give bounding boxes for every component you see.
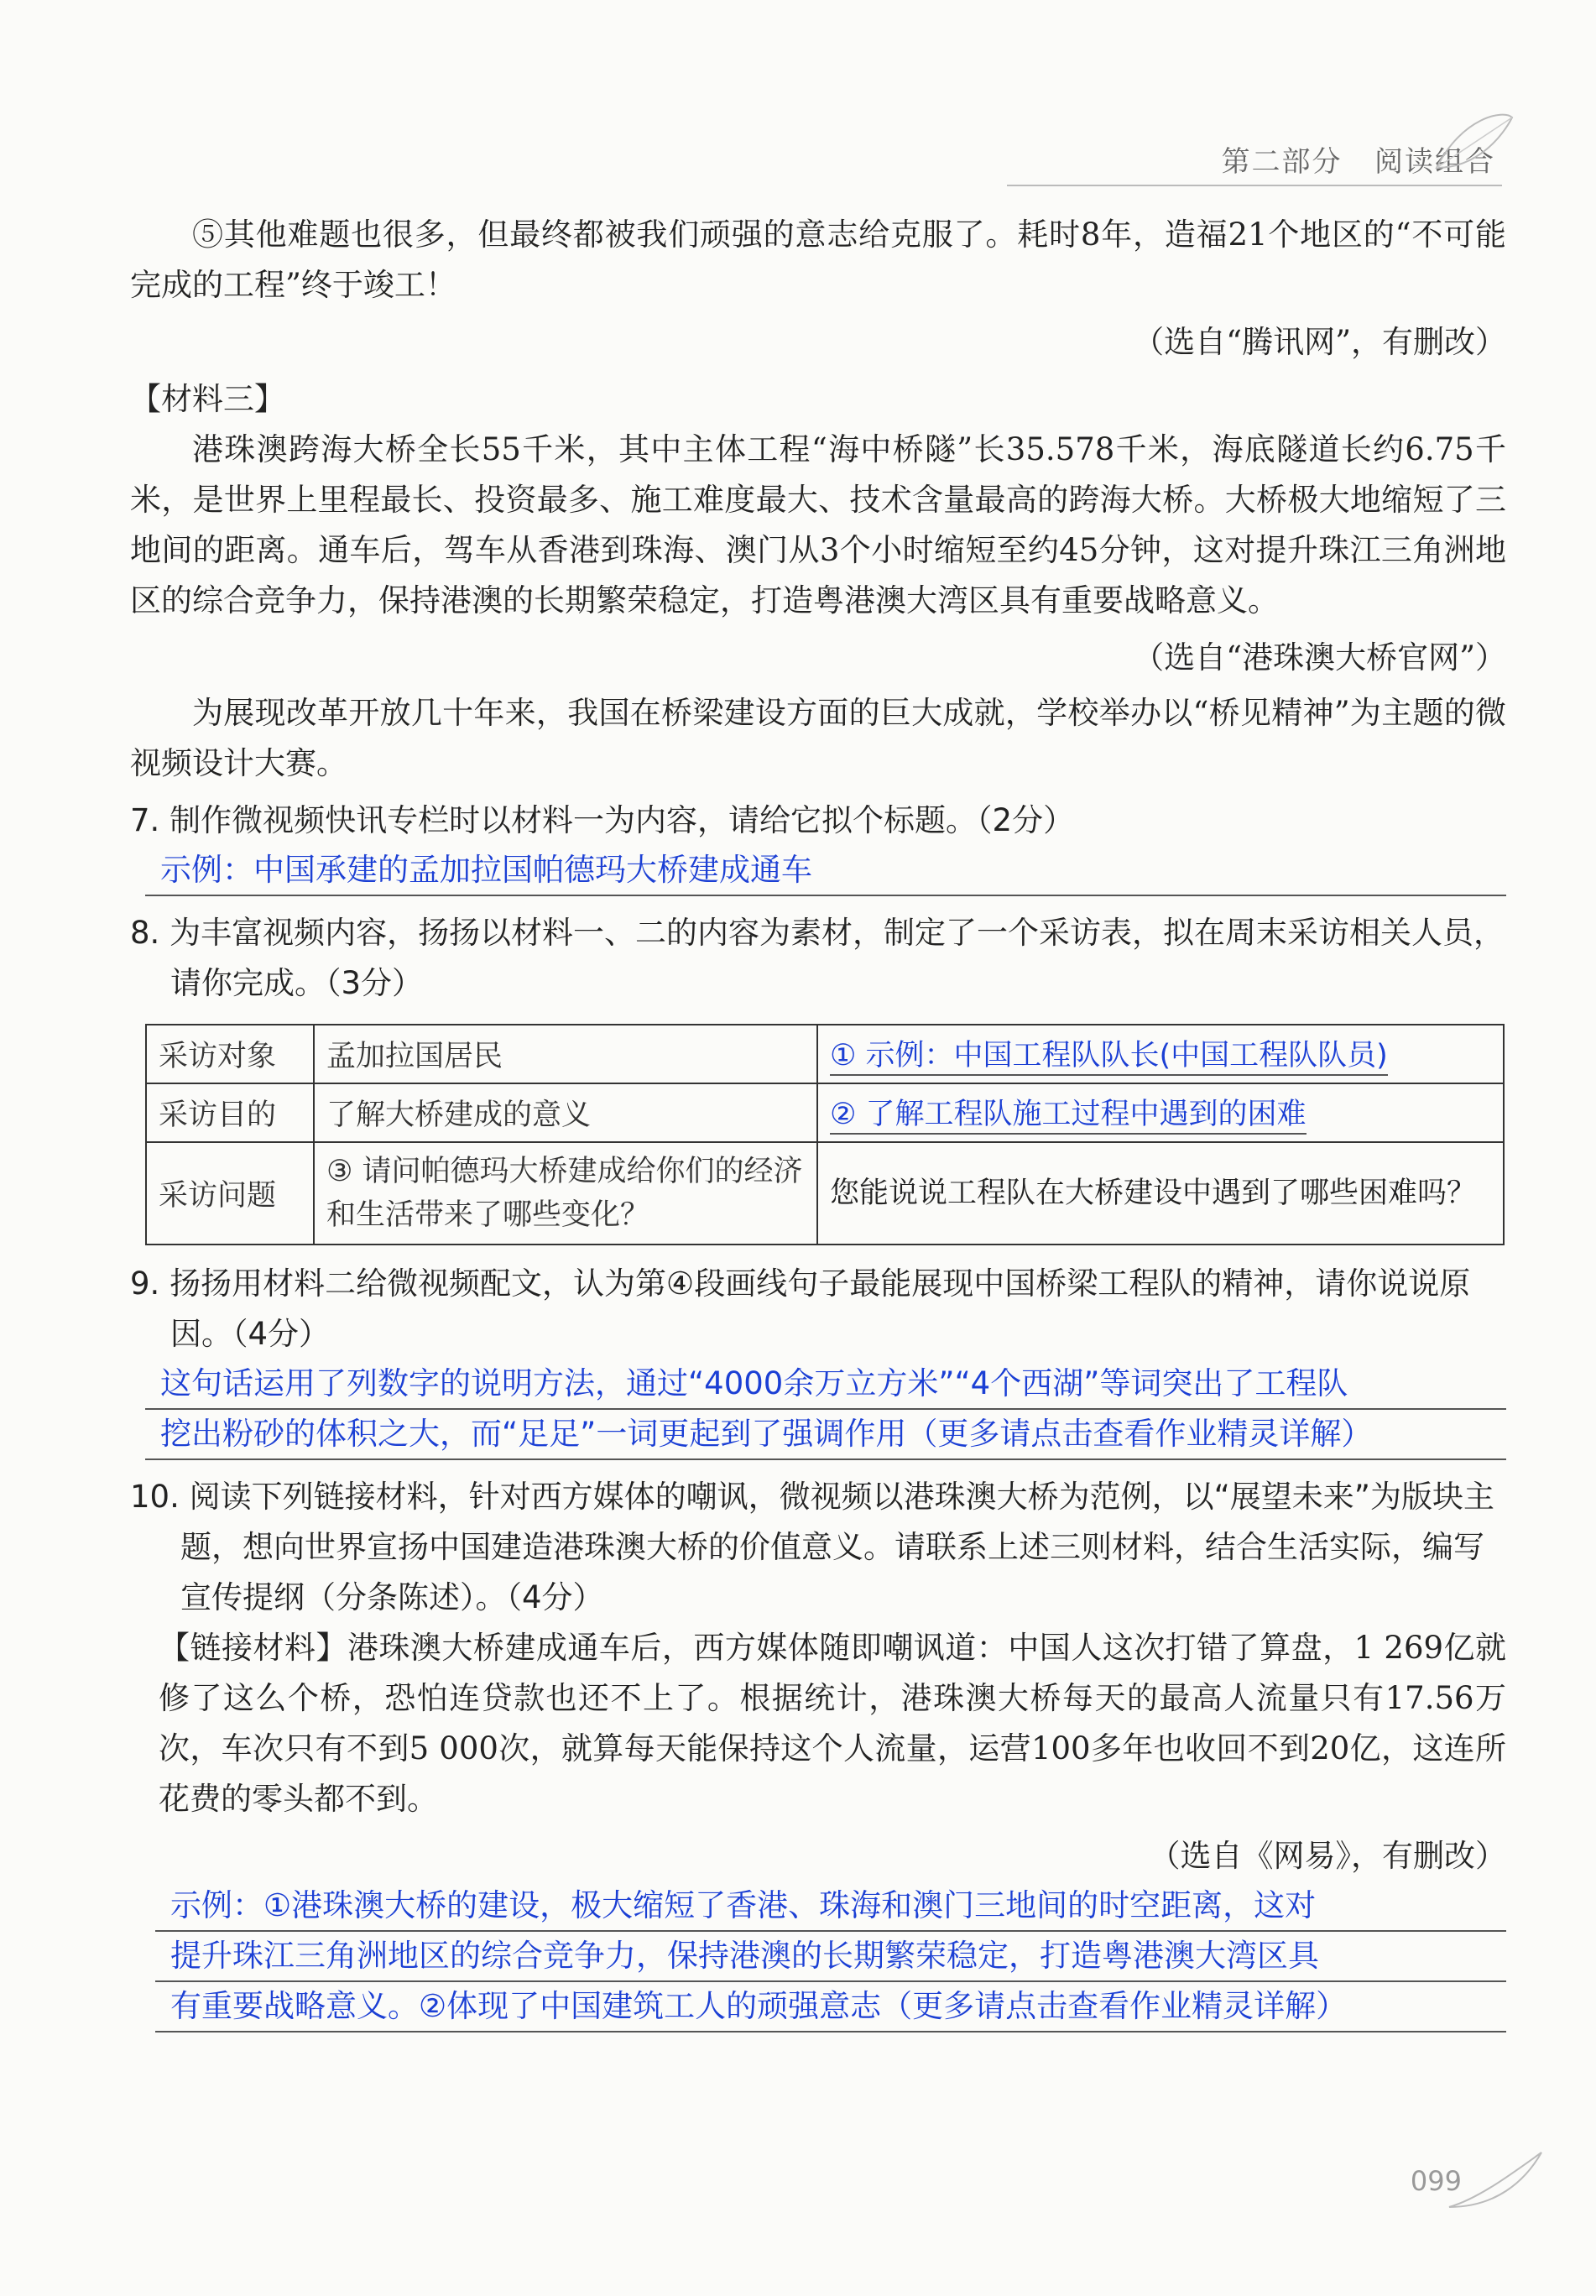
answer-9-line-2: 挖出粉砂的体积之大，而“足足”一词更起到了强调作用（更多请点击查看作业精灵详解） — [145, 1410, 1506, 1460]
question-10: 10. 阅读下列链接材料，针对西方媒体的嘲讽，微视频以港珠澳大桥为范例，以“展望未来”为版块主题，想向世界宣扬中国建造港珠澳大桥的价值意义。请联系上述三则材料，结合生活实际，编写宣传提纲（分条陈述）。（4分） — [130, 1479, 1494, 1615]
table-cell: 了解大桥建成的意义 — [314, 1083, 817, 1142]
table-cell-answer — [817, 1083, 1504, 1142]
paragraph-5: ⑤其他难题也很多，但最终都被我们顽强的意志给克服了。耗时8年，造福21个地区的“不可能完成的工程”终于竣工！ — [130, 217, 1506, 303]
question-8: 8. 为丰富视频内容，扬扬以材料一、二的内容为素材，制定了一个采访表，拟在周末采访相关人员，请你完成。（3分） — [130, 915, 1505, 1001]
material-3-tag: 【材料三】 — [130, 381, 285, 417]
table-cell: 采访目的 — [146, 1083, 314, 1142]
material-3-text: 港珠澳跨海大桥全长55千米，其中主体工程“海中桥隧”长35.578千米，海底隧道长约6.75千米，是世界上里程最长、投资最多、施工难度最大、技术含量最高的跨海大桥。大桥极大地缩短了三地间的距离。通车后，驾车从香港到珠海、澳门从3个小时缩短至约45分钟，这对提升珠江三角洲地区的综合竞争力，保持港澳的长期繁荣稳定，打造粤港澳大湾区具有重要战略意义。 — [130, 431, 1506, 618]
link-material — [159, 1623, 1506, 1824]
table-row — [146, 1025, 1504, 1083]
table-cell-answer — [817, 1025, 1504, 1083]
leaf-decoration-icon — [1428, 101, 1520, 193]
page-number: 099 — [1410, 2165, 1462, 2197]
interview-table — [145, 1024, 1505, 1245]
answer-10-line-1: 示例：①港珠澳大桥的建设，极大缩短了香港、珠海和澳门三地间的时空距离，这对 — [155, 1881, 1506, 1932]
link-material-tag: 【链接材料】 — [159, 1630, 347, 1666]
link-material-text: 港珠澳大桥建成通车后，西方媒体随即嘲讽道：中国人这次打错了算盘，1 269亿就修了这么个桥，恐怕连贷款也还不上了。根据统计，港珠澳大桥每天的最高人流量只有17.56万次，车次只有不到5 000次，就算每天能保持这个人流量，运营100多年也收回不到20亿，这连所花费的零头都不到。 — [159, 1630, 1507, 1817]
answer-8-3: ③ 请问帕德玛大桥建成给你们的经济和生活带来了哪些变化？ — [314, 1142, 817, 1245]
section-label: 第二部分 — [1221, 145, 1343, 179]
feather-decoration-icon — [1445, 2148, 1546, 2215]
answer-7: 示例：中国承建的孟加拉国帕德玛大桥建成通车 — [145, 846, 1506, 896]
contest-intro: 为展现改革开放几十年来，我国在桥梁建设方面的巨大成就，学校举办以“桥见精神”为主题的微视频设计大赛。 — [130, 695, 1506, 781]
table-cell: 采访问题 — [146, 1142, 314, 1245]
table-cell: 您能说说工程队在大桥建设中遇到了哪些困难吗？ — [817, 1142, 1504, 1245]
source-material-2: （选自“腾讯网”，有删改） — [1133, 324, 1506, 360]
source-link-material: （选自《网易》，有删改） — [1149, 1838, 1506, 1874]
question-9: 9. 扬扬用材料二给微视频配文，认为第④段画线句子最能展现中国桥梁工程队的精神，请你说说原因。（4分） — [130, 1265, 1471, 1352]
table-row — [146, 1142, 1504, 1245]
answer-9-line-1: 这句话运用了列数字的说明方法，通过“4000余万立方米”“4个西湖”等词突出了工程队 — [145, 1359, 1506, 1410]
answer-10-line-3: 有重要战略意义。②体现了中国建筑工人的顽强意志（更多请点击查看作业精灵详解） — [155, 1982, 1506, 2032]
question-7: 7. 制作微视频快讯专栏时以材料一为内容，请给它拟个标题。（2分） — [130, 802, 1075, 838]
table-cell: 采访对象 — [146, 1025, 314, 1083]
answer-8-1: ① 示例：中国工程队队长(中国工程队队员) — [830, 1032, 1388, 1076]
section-title: 阅读组合 — [1374, 145, 1495, 179]
table-row — [146, 1083, 1504, 1142]
answer-10-line-2: 提升珠江三角洲地区的综合竞争力，保持港澳的长期繁荣稳定，打造粤港澳大湾区具 — [155, 1932, 1506, 1982]
table-cell: 孟加拉国居民 — [314, 1025, 817, 1083]
source-material-3: （选自“港珠澳大桥官网”） — [1133, 639, 1506, 676]
answer-8-2: ② 了解工程队施工过程中遇到的困难 — [830, 1091, 1307, 1135]
